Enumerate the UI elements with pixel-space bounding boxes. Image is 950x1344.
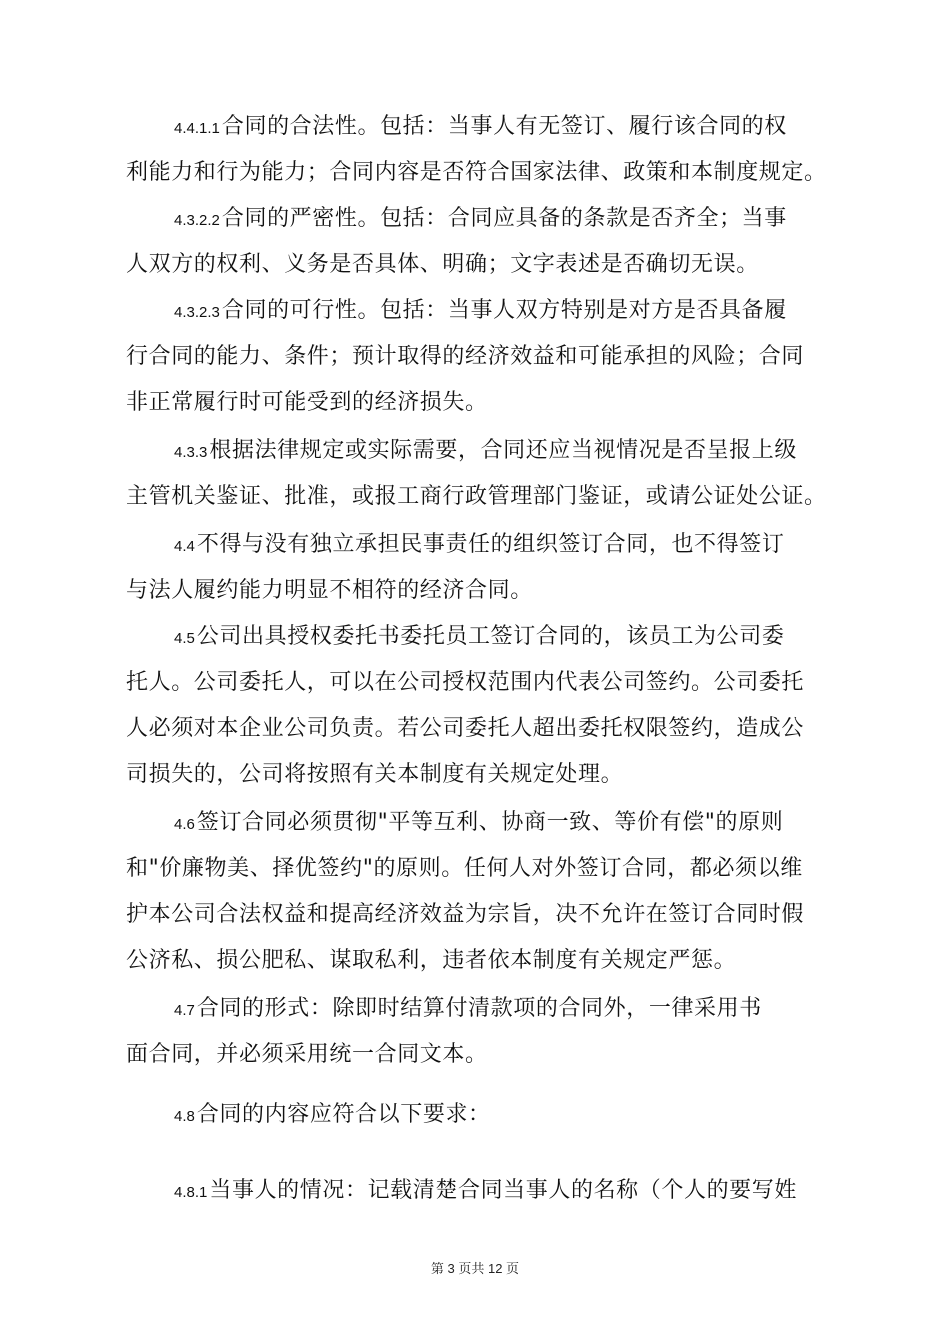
paragraph-line bbox=[174, 112, 787, 144]
paragraph-line bbox=[174, 530, 784, 562]
paragraph-line bbox=[126, 946, 736, 976]
paragraph-line bbox=[174, 296, 787, 328]
paragraph-line bbox=[126, 900, 804, 930]
paragraph-text: 非正常履行时可能受到的经济损失。 bbox=[126, 390, 488, 415]
clause-number: 4.3.2.3 bbox=[174, 304, 220, 321]
paragraph-line bbox=[126, 668, 804, 698]
paragraph-line bbox=[174, 994, 762, 1026]
paragraph-line bbox=[174, 1176, 797, 1208]
clause-number: 4.8.1 bbox=[174, 1184, 208, 1201]
page-number-footer: 第 3 页共 12 页 bbox=[430, 1261, 520, 1276]
paragraph-line bbox=[174, 622, 784, 654]
paragraph-text: 合同的形式：除即时结算付清款项的合同外，一律采用书 bbox=[196, 996, 762, 1021]
paragraph-text: 合同的合法性。包括：当事人有无签订、履行该合同的权 bbox=[221, 114, 787, 139]
paragraph-text: 根据法律规定或实际需要，合同还应当视情况是否呈报上级 bbox=[209, 438, 797, 463]
clause-number: 4.3.3 bbox=[174, 444, 208, 461]
paragraph-line bbox=[126, 342, 804, 372]
paragraph-text: 合同的内容应符合以下要求： bbox=[196, 1102, 491, 1127]
paragraph-line bbox=[126, 576, 533, 606]
clause-number: 4.5 bbox=[174, 630, 195, 647]
paragraph-line bbox=[174, 204, 787, 236]
paragraph-text: 公济私、损公肥私、谋取私利，违者依本制度有关规定严惩。 bbox=[126, 948, 737, 973]
clause-number: 4.3.2.2 bbox=[174, 212, 220, 229]
paragraph-text: 公司出具授权委托书委托员工签订合同的，该员工为公司委 bbox=[196, 624, 785, 649]
paragraph-text: 托人。公司委托人，可以在公司授权范围内代表公司签约。公司委托 bbox=[126, 670, 805, 695]
paragraph-text: 利能力和行为能力；合同内容是否符合国家法律、政策和本制度规定。 bbox=[126, 160, 827, 185]
paragraph-text: 面合同，并必须采用统一合同文本。 bbox=[126, 1042, 488, 1067]
paragraph-line bbox=[174, 436, 797, 468]
paragraph-text: 签订合同必须贯彻"平等互利、协商一致、等价有偿"的原则 bbox=[196, 810, 784, 835]
paragraph-line bbox=[126, 854, 803, 884]
paragraph-line bbox=[126, 388, 488, 418]
paragraph-text: 和"价廉物美、择优签约"的原则。任何人对外签订合同，都必须以维 bbox=[126, 856, 803, 881]
clause-number: 4.6 bbox=[174, 816, 195, 833]
paragraph-line bbox=[126, 250, 759, 280]
clause-number: 4.4 bbox=[174, 538, 195, 555]
paragraph-text: 与法人履约能力明显不相符的经济合同。 bbox=[126, 578, 533, 603]
clause-number: 4.4.1.1 bbox=[174, 120, 220, 137]
paragraph-text: 护本公司合法权益和提高经济效益为宗旨，决不允许在签订合同时假 bbox=[126, 902, 805, 927]
paragraph-line bbox=[174, 1100, 491, 1132]
paragraph-line bbox=[126, 482, 827, 512]
paragraph-line bbox=[126, 1040, 488, 1070]
paragraph-text: 当事人的情况：记载清楚合同当事人的名称（个人的要写姓 bbox=[209, 1178, 797, 1203]
paragraph-text: 人必须对本企业公司负责。若公司委托人超出委托权限签约，造成公 bbox=[126, 716, 805, 741]
paragraph-line bbox=[126, 158, 827, 188]
paragraph-text: 人双方的权利、义务是否具体、明确；文字表述是否确切无误。 bbox=[126, 252, 759, 277]
paragraph-text: 合同的严密性。包括：合同应具备的条款是否齐全；当事 bbox=[221, 206, 787, 231]
paragraph-text: 合同的可行性。包括：当事人双方特别是对方是否具备履 bbox=[221, 298, 787, 323]
paragraph-text: 行合同的能力、条件；预计取得的经济效益和可能承担的风险；合同 bbox=[126, 344, 805, 369]
clause-number: 4.7 bbox=[174, 1002, 195, 1019]
paragraph-line bbox=[126, 760, 623, 790]
paragraph-text: 不得与没有独立承担民事责任的组织签订合同，也不得签订 bbox=[196, 532, 785, 557]
clause-number: 4.8 bbox=[174, 1108, 195, 1125]
paragraph-line bbox=[174, 808, 783, 840]
paragraph-text: 司损失的，公司将按照有关本制度有关规定处理。 bbox=[126, 762, 624, 787]
paragraph-text: 主管机关鉴证、批准，或报工商行政管理部门鉴证，或请公证处公证。 bbox=[126, 484, 827, 509]
paragraph-line bbox=[126, 714, 804, 744]
